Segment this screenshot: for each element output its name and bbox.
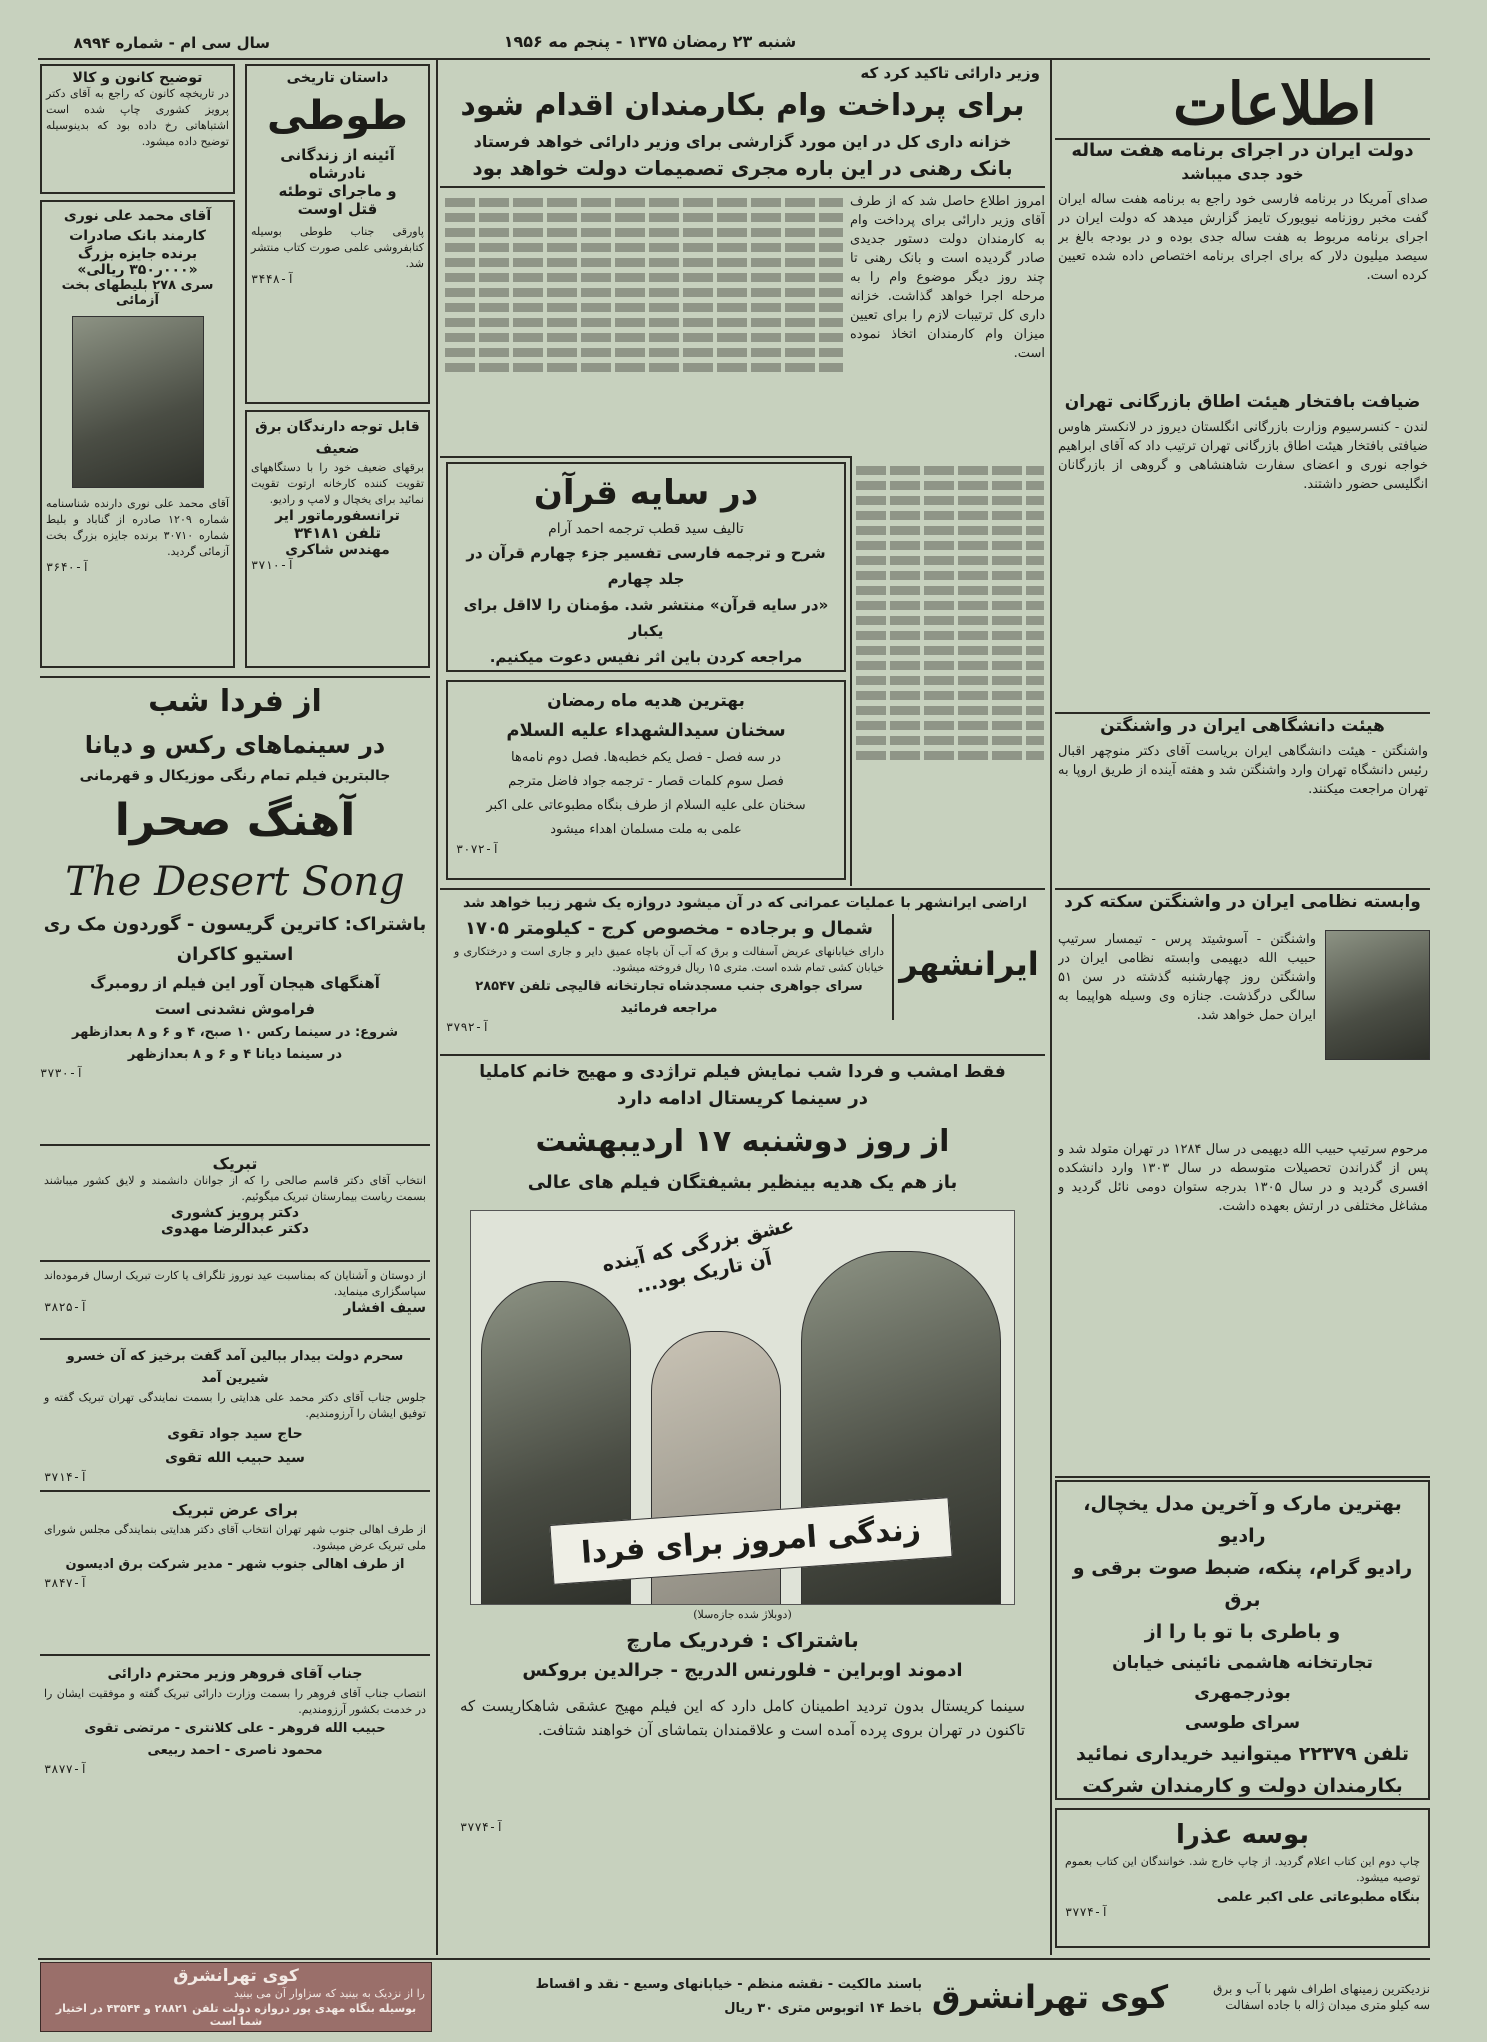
tuti-body: پاورقی جناب طوطی بوسیله کتابفروشی علمی صورت کتاب منتشر شد. [251,225,424,270]
kiss-body: چاپ دوم این کتاب اعلام گردید. از چاپ خارج شد. خوانندگان این کتاب بعموم توصیه میشود. [1065,1855,1420,1884]
desert-cast: باشتراک: کاترین گریسون - گوردون مک ری [43,914,427,935]
greet-ref: آ-۳۸۴۷ [44,1576,88,1590]
military-title: وابسته نظامی ایران در واشنگتن سکته کرد [1064,892,1421,912]
desert-ref: آ-۳۷۳۰ [40,1066,84,1080]
footer-right-title: کوی تهرانشرق [931,1978,1169,2016]
iranshahr-line: شمال و برجاده - مخصوص کرج - کیلومتر ۱۷۰۵ [464,918,874,939]
masthead-logo: اطلاعات [1173,70,1377,138]
quran-line-2: «در سایه قرآن» منتشر شد. مؤمنان را لااقل برای یکبار [463,596,829,640]
footer-right-line-1: نزدیکترین زمینهای اطراف شهر با آب و برق [1213,1982,1430,1996]
poster-title: زندگی امروز برای فردا [549,1497,952,1585]
minister-sign-1: حبیب الله فروهر - علی کلانتری - مرتضی تقوی [84,1721,386,1736]
electric-ref: آ-۳۷۱۰ [251,558,295,572]
footer-right-line-4: باخط ۱۴ اتوبوس متری ۳۰ ریال [724,2001,922,2016]
radio-ad-line-3: و باطری با تو با را از [1144,1621,1341,1643]
loan-deck-2: بانک رهنی در این باره مجری تصمیمات دولت خواهد بود [472,156,1013,180]
radio-ad-line-6: تلفن ۲۲۳۷۹ میتوانید خریداری نمائید [1075,1743,1410,1765]
tuti-head: داستان تاریخی [286,70,389,86]
congrats-sign-1: دکتر پرویز کشوری [170,1205,300,1221]
desert-line-4: آهنگهای هیجان آور این فیلم از رومبرگ [90,974,380,992]
cinema-line-1: فقط امشب و فردا شب نمایش فیلم تراژدی و مهیج خانم کاملیا [479,1062,1006,1082]
university-body: واشنگتن - هیئت دانشگاهی ایران بریاست آقای دکتر منوچهر اقبال رئیس دانشگاه تهران وارد واشنگتن شد و هفته آینده از طریق اروپا به تهران مراجعت میکنند. [1058,744,1428,797]
kiss-ad [1055,1808,1430,1948]
desert-cast-2: استیو کاکران [176,944,294,965]
loan-kicker: وزیر دارائی تاکید کرد که [860,64,1040,82]
desert-song-ad [40,676,430,1146]
notice-body: در تاریخچه کانون که راجع به آقای دکتر پرویز کشوری چاپ شده است اشتباهاتی رخ داده بود که بدینوسیله توضیح داده میشود. [46,87,229,148]
desert-times-2: در سینما دیانا ۴ و ۶ و ۸ بعدازظهر [127,1047,343,1062]
tuti-line-3: و ماجرای توطئه [278,182,397,200]
footer-right-line-3: سه کیلو متری میدان ژاله با جاده اسفالت [1225,1998,1430,2012]
plan-body: صدای آمریکا در برنامه فارسی خود راجع به برنامه هفت ساله ایران گفت مخبر روزنامه نیویورک تایمز گزارش میدهد که دولت ایران در اجرای برنامه مربوط به هفت ساله جدی بوده و در بودجه بالغ بر سیصد میلیون دلار که برای اجرای برنامه اختصاص داده شده تعیین کرده است. [1058,192,1428,283]
desert-title-en: The Desert Song [65,859,405,905]
ramadan-line-3: سخنان علی علیه السلام از طرف بنگاه مطبوعاتی علی اکبر [486,798,806,813]
ramadan-ad [446,680,846,880]
thanks-body: از دوستان و آشنایان که بمناسبت عید نوروز تلگراف یا کارت تبریک ارسال فرموده‌اند سپاسگزاری مینماید. [44,1269,426,1298]
lottery-caption: آقای محمد علی نوری دارنده شناسنامه شماره ۱۲۰۹ صادره از گناباد و بلیط شماره ۳۰۷۱۰ برنده جایزه بزرگ بخت آزمائی گردید. [46,497,230,558]
iranshahr-ad [446,892,1044,1052]
bazaar-body: لندن - کنسرسیوم وزارت بازرگانی انگلستان دیروز در لانکستر هاوس ضیافتی بافتخار هیئت اطاق بازرگانی تهران ترتیب داد که آقای ابراهیم خواجه نوری و اعضای سفارت شاهنشاهی و گروهی از بازرگانان انگلیسی حضور داشتند. [1058,420,1428,492]
cinema-body: سینما کریستال بدون تردید اطمینان کامل دارد که این فیلم مهیج عشقی شاهکاریست که تاکنون در تهران بروی پرده آمده است و علاقمندان بتماشای آن خواهند شتافت. [460,1697,1025,1739]
loan-story: امروز اطلاع حاصل شد که از طرف آقای وزیر دارائی برای پرداخت وام به کارمندان دولت دستور جدیدی صادر گردیده است و بانک رهنی تا چند روز دیگر موضوع وام را به مرحله اجرا خواهد گذاشت. خزانه داری کل ترتیبات لازم را برای تعیین میزان وام کارمندان اتخاذ نموده است. [850,194,1045,361]
military-body: واشنگتن - آسوشیتد پرس - تیمسار سرتیپ حبیب الله دیهیمی وابسته نظامی ایران در واشنگتن روز چهارشنبه گذشته در سن ۵۱ سالگی درگذشت. جنازه وی وسیله هواپیما به ایران حمل خواهد شد. [1058,932,1316,1023]
minister-sign-2: محمود ناصری - احمد ربیعی [147,1743,323,1758]
kiss-ref: آ-۳۷۷۴ [1065,1905,1109,1919]
poem-body: جلوس جناب آقای دکتر محمد علی هدایتی را بسمت نمایندگی تهران تبریک گفته و توفیق ایشان را آرزومندیم. [44,1391,426,1420]
military-body-2: مرحوم سرتیپ حبیب الله دیهیمی در سال ۱۲۸۴ در تهران متولد شد و پس از گذراندن تحصیلات متوسطه در سال ۱۳۰۳ وارد دانشکده افسری گردید و در سال ۱۳۰۵ بدرجه ستوان دومی نائل گردید و مشاغل مختلفی در ارتش بعهده داشت. [1058,1142,1428,1214]
footer-left-ad [40,1962,432,2032]
poster-caption: (دوبلاژ شده جازه‌سلا) [693,1608,792,1621]
iranshahr-name: ایرانشهر [892,914,1044,1020]
lottery-line-2: برنده جایزه بزرگ [77,246,198,262]
congrats-ad [40,1152,430,1262]
issue-date: شنبه ۲۳ رمضان ۱۳۷۵ - پنجم مه ۱۹۵۶ [503,32,797,51]
greet-sign: از طرف اهالی جنوب شهر - مدیر شرکت برق ادیسون [65,1557,405,1572]
radio-ad-line-5: سرای طوسی [1184,1713,1301,1733]
lottery-line-3: «۰۰۰ر۳۵۰ ریالی» [77,262,198,278]
ramadan-subtitle: سخنان سیدالشهداء علیه السلام [506,720,786,741]
radio-ad-line-7: بکارمندان دولت و کارمندان شرکت [1082,1775,1403,1797]
quran-ad [446,462,846,672]
electric-title: قابل توجه دارندگان برق ضعیف [255,419,420,457]
minister-ref: آ-۳۸۷۷ [44,1762,88,1776]
cinema-ref: آ-۳۷۷۴ [460,1820,504,1834]
iranshahr-kicker: اراضی ایرانشهر با عملیات عمرانی که در آن میشود دروازه یک شهر زیبا خواهد شد [463,895,1027,911]
tuti-line-2: نادرشاه [309,164,366,182]
bazaar-title: ضیافت بافتخار هیئت اطاق بازرگانی تهران [1064,392,1421,412]
desert-times: شروع: در سینما رکس ۱۰ صبح، ۴ و ۶ و ۸ بعدازظهر [71,1025,399,1040]
minister-title: جناب آقای فروهر وزیر محترم دارائی [107,1666,363,1682]
loan-deck-1: خزانه داری کل در این مورد گزارشی برای وزیر دارائی خواهد فرستاد [473,132,1012,151]
greet-ad [40,1496,430,1656]
winner-photo [72,316,204,488]
kiss-title: بوسه عذرا [1175,1820,1310,1850]
congrats-title: تبریک [212,1154,258,1173]
cinema-line-4: باز هم یک هدیه بینظیر بشیفتگان فیلم های عالی [527,1172,958,1193]
congrats-sign-2: دکتر عبدالرضا مهدوی [161,1221,309,1237]
tuti-ref: آ-۳۴۴۸ [251,272,295,286]
poem-ref: آ-۳۷۱۴ [44,1470,88,1484]
officer-photo [1325,930,1430,1060]
radio-ad-line-2: رادیو گرام، پنکه، ضبط صوت برقی و برق [1072,1557,1413,1611]
loan-story-continued [856,460,1044,885]
quran-line-3: مراجعه کردن باین اثر نفیس دعوت میکنیم. [489,648,803,666]
poem-sign-2: سید حبیب الله تقوی [165,1450,305,1466]
loan-story-columns [445,192,843,450]
iranshahr-contact: سرای جواهری جنب مسجدشاه تجارتخانه قالیچی تلفن ۲۸۵۴۷ مراجعه فرمائید [475,979,863,1016]
electric-line-2: تلفن ۳۴۱۸۱ [293,524,382,542]
cast-label: باشتراک : فردریک مارچ [626,1628,859,1652]
greet-title: برای عرض تبریک [171,1501,299,1519]
quran-authors: تالیف سید قطب ترجمه احمد آرام [548,521,744,537]
poem-sign-1: حاج سید جواد تقوی [167,1426,303,1442]
ramadan-line-1: در سه فصل - فصل یکم خطبه‌ها. فصل دوم نامه‌ها [511,750,781,765]
kiss-sign: بنگاه مطبوعاتی علی اکبر علمی [1216,1890,1420,1905]
tuti-line-1: آئینه از زندگانی [280,146,395,164]
lottery-ad [40,200,235,668]
tuti-ad [245,64,430,404]
minister-ad [40,1660,430,1810]
lottery-line-1: آقای محمد علی نوری کارمند بانک صادرات [63,208,212,244]
electric-line-3: مهندس شاکری [285,542,390,558]
congrats-body: انتخاب آقای دکتر قاسم صالحی را که از جوانان دانشمند و لایق کشور میباشند بسمت ریاست بیمارستان تبریک میگوئیم. [44,1174,426,1203]
notice-box [40,64,235,194]
ramadan-title: بهترین هدیه ماه رمضان [547,691,745,711]
electric-ad [245,410,430,668]
electric-line-1: ترانسفورماتور ایر [275,508,400,524]
poem-title: سحرم دولت بیدار ببالین آمد گفت برخیز که آن خسرو شیرین آمد [66,1349,404,1386]
footer-right-ad [438,1962,1430,2032]
iranshahr-ref: آ-۳۷۹۲ [446,1020,490,1034]
desert-line-2: در سینماهای رکس و دیانا [84,731,386,759]
desert-line-3: جالبترین فیلم تمام رنگی موزیکال و قهرمانی [79,768,391,784]
cinema-line-2: در سینما کریستال ادامه دارد [617,1088,868,1109]
thanks-ad [40,1266,430,1340]
poem-ad [40,1344,430,1492]
footer-right-line-2: باسند مالکیت - نقشه منظم - خیابانهای وسیع - نقد و اقساط [535,1977,922,1992]
quran-line-1: شرح و ترجمه فارسی تفسیر جزء چهارم قرآن در جلد چهارم [466,544,826,588]
thanks-sign: سیف افشار [343,1300,426,1316]
quran-title: در سایه قرآن [533,473,759,513]
radio-ad [1055,1480,1430,1800]
greet-body: از طرف اهالی جنوب شهر تهران انتخاب آقای دکتر هدایتی بنمایندگی مجلس شورای ملی تبریک عرض میشود. [44,1523,426,1552]
loan-headline: برای پرداخت وام بکارمندان اقدام شود [460,88,1025,123]
radio-ad-line-1: بهترین مارک و آخرین مدل یخچال، رادیو [1083,1493,1402,1547]
iranshahr-body: دارای خیابانهای عریض آسفالت و برق که آب آن باچاه عمیق دایر و جاری است و درختکاری و خیابان کشی تمام شده است. متری ۱۵ ریال فروخته میشود. [454,945,884,974]
notice-title: توضیح کانون و کالا [72,70,203,86]
electric-body: برقهای ضعیف خود را با دستگاههای تقویت کننده کارخانه ارتوت تقویت نمائید برای یخچال و لامپ و رادیو. [251,461,424,506]
desert-title-fa: آهنگ صحرا [114,795,356,846]
university-title: هیئت دانشگاهی ایران در واشنگتن [1100,716,1385,736]
desert-line-5: فراموش نشدنی است [154,1000,316,1018]
poster-tagline: عشق بزرگی که آینده آن تاریک بود... [600,1214,797,1298]
tuti-title: طوطی [267,93,408,139]
lottery-ref: آ-۳۶۴۰ [46,560,90,574]
ramadan-line-2: فصل سوم کلمات قصار - ترجمه جواد فاضل مترجم [508,774,784,789]
movie-poster [470,1210,1015,1605]
footer-left-line-2: بوسیله بنگاه مهدی پور دروازه دولت تلفن ۲۸۸۲۱ و ۴۳۵۴۴ در اختیار شما است [55,2002,417,2028]
thanks-ref: آ-۳۸۲۵ [44,1300,88,1314]
cinema-line-3: از روز دوشنبه ۱۷ اردیبهشت [535,1124,950,1159]
year-issue: سال سی ام - شماره ۸۹۹۴ [73,34,270,52]
cast-names: ادموند اوبراین - فلورنس الدریج - جرالدین بروکس [522,1660,963,1681]
lottery-line-4: سری ۲۷۸ بلیطهای بخت آزمائی [61,278,214,308]
tuti-line-4: قتل اوست [297,200,378,218]
radio-ad-line-4: تجارتخانه هاشمی نائینی خیابان بوذرجمهری [1112,1653,1373,1703]
ramadan-line-4: علمی به ملت مسلمان اهداء میشود [550,822,742,837]
minister-body: انتصاب جناب آقای فروهر را بسمت وزارت دارائی تبریک گفته و موفقیت ایشان را در خدمت بکشور آرزومندیم. [44,1687,426,1716]
desert-line-1: از فردا شب [148,684,322,719]
footer-left-line-1: را از نزدیک به بینید که سزاوار آن می بینید [233,1987,425,2000]
plan-title: دولت ایران در اجرای برنامه هفت ساله [1071,140,1414,161]
plan-subtitle: خود جدی میباشد [1181,165,1304,183]
ramadan-ref: آ-۳۰۷۲ [456,842,500,856]
footer-left-title: کوی تهرانشرق [173,1966,299,1986]
